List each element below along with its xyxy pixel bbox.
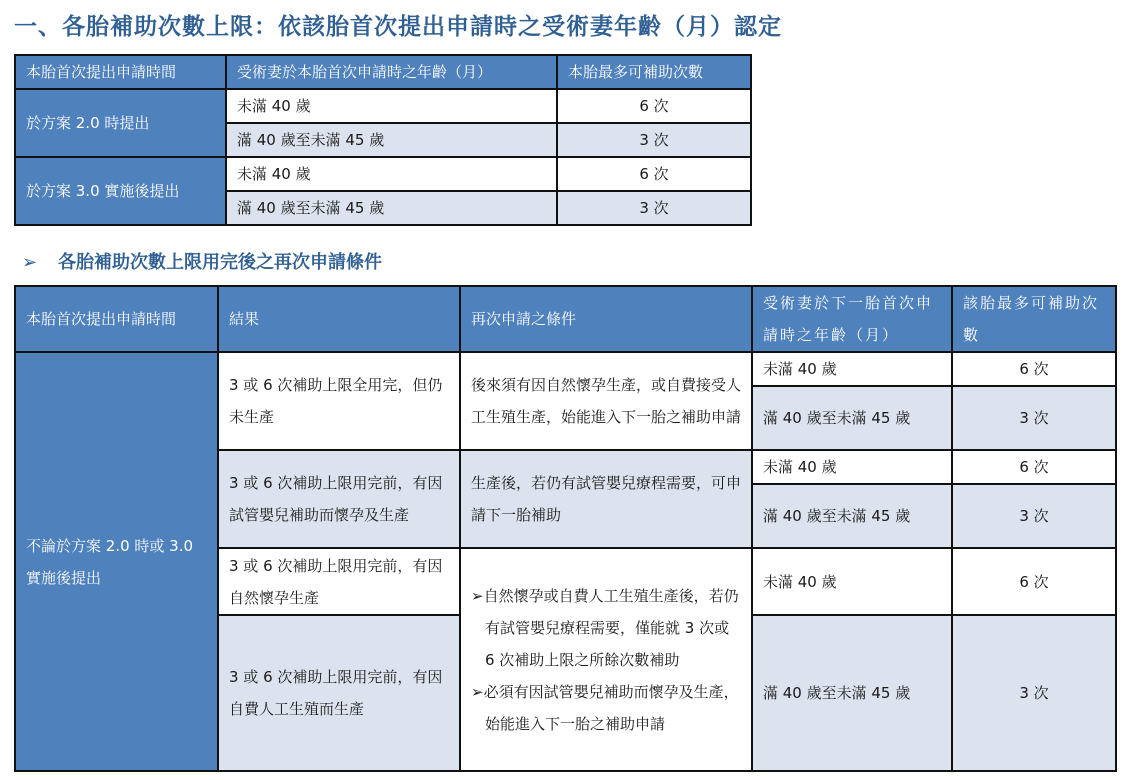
count-cell: 3 次 — [557, 191, 751, 225]
column-header: 再次申請之條件 — [460, 286, 752, 352]
column-header: 受術妻於下一胎首次申請時之年齡（月） — [752, 286, 952, 352]
section-title: 一、各胎補助次數上限：依該胎首次提出申請時之受術妻年齡（月）認定 — [14, 14, 782, 40]
condition-bullet: ➢自然懷孕或自費人工生殖生產後，若仍有試管嬰兒療程需要，僅能就 3 次或 6 次補助上限之所餘次數補助 — [471, 586, 739, 669]
result-cell: 3 或 6 次補助上限全用完，但仍未生產 — [218, 352, 460, 450]
table-row — [15, 89, 751, 123]
count-cell: 3 次 — [557, 123, 751, 157]
count-cell: 3 次 — [952, 615, 1116, 771]
application-time-cell: 於方案 2.0 時提出 — [15, 89, 226, 157]
table-row — [15, 352, 1116, 386]
age-cell: 滿 40 歲至未滿 45 歲 — [226, 191, 557, 225]
application-time-cell: 於方案 3.0 實施後提出 — [15, 157, 226, 225]
age-cell: 滿 40 歲至未滿 45 歲 — [752, 386, 952, 450]
subsidy-limit-table — [14, 54, 752, 226]
count-cell: 6 次 — [557, 157, 751, 191]
arrow-bullet-icon: ➢ — [22, 252, 38, 273]
table-header-row — [15, 286, 1116, 352]
column-header: 受術妻於本胎首次申請時之年齡（月） — [226, 55, 557, 89]
subsection-heading — [22, 248, 382, 274]
condition-cell: 後來須有因自然懷孕生產，或自費接受人工生殖生產，始能進入下一胎之補助申請 — [460, 352, 752, 450]
result-cell: 3 或 6 次補助上限用完前，有因自費人工生殖而生產 — [218, 615, 460, 771]
table-header-row — [15, 55, 751, 89]
application-time-cell: 不論於方案 2.0 時或 3.0 實施後提出 — [15, 352, 218, 771]
table-row — [15, 157, 751, 191]
column-header: 本胎首次提出申請時間 — [15, 286, 218, 352]
age-cell: 滿 40 歲至未滿 45 歲 — [752, 484, 952, 548]
age-cell: 未滿 40 歲 — [226, 89, 557, 123]
age-cell: 未滿 40 歲 — [226, 157, 557, 191]
reapplication-conditions-table — [14, 285, 1117, 772]
count-cell: 6 次 — [952, 352, 1116, 386]
age-cell: 未滿 40 歲 — [752, 352, 952, 386]
count-cell: 6 次 — [557, 89, 751, 123]
age-cell: 滿 40 歲至未滿 45 歲 — [752, 615, 952, 771]
arrow-bullet-icon: ➢ — [471, 682, 484, 701]
arrow-bullet-icon: ➢ — [471, 586, 484, 605]
result-cell: 3 或 6 次補助上限用完前，有因試管嬰兒補助而懷孕及生產 — [218, 450, 460, 548]
condition-bullet: ➢必須有因試管嬰兒補助而懷孕及生產，始能進入下一胎之補助申請 — [471, 682, 739, 733]
count-cell: 6 次 — [952, 548, 1116, 615]
condition-cell — [460, 548, 752, 771]
condition-cell: 生產後，若仍有試管嬰兒療程需要，可申請下一胎補助 — [460, 450, 752, 548]
count-cell: 6 次 — [952, 450, 1116, 484]
column-header: 該胎最多可補助次數 — [952, 286, 1116, 352]
age-cell: 滿 40 歲至未滿 45 歲 — [226, 123, 557, 157]
subsection-heading-text: 各胎補助次數上限用完後之再次申請條件 — [58, 252, 382, 273]
age-cell: 未滿 40 歲 — [752, 548, 952, 615]
count-cell: 3 次 — [952, 386, 1116, 450]
column-header: 結果 — [218, 286, 460, 352]
count-cell: 3 次 — [952, 484, 1116, 548]
result-cell: 3 或 6 次補助上限用完前，有因自然懷孕生產 — [218, 548, 460, 615]
column-header: 本胎最多可補助次數 — [557, 55, 751, 89]
age-cell: 未滿 40 歲 — [752, 450, 952, 484]
column-header: 本胎首次提出申請時間 — [15, 55, 226, 89]
